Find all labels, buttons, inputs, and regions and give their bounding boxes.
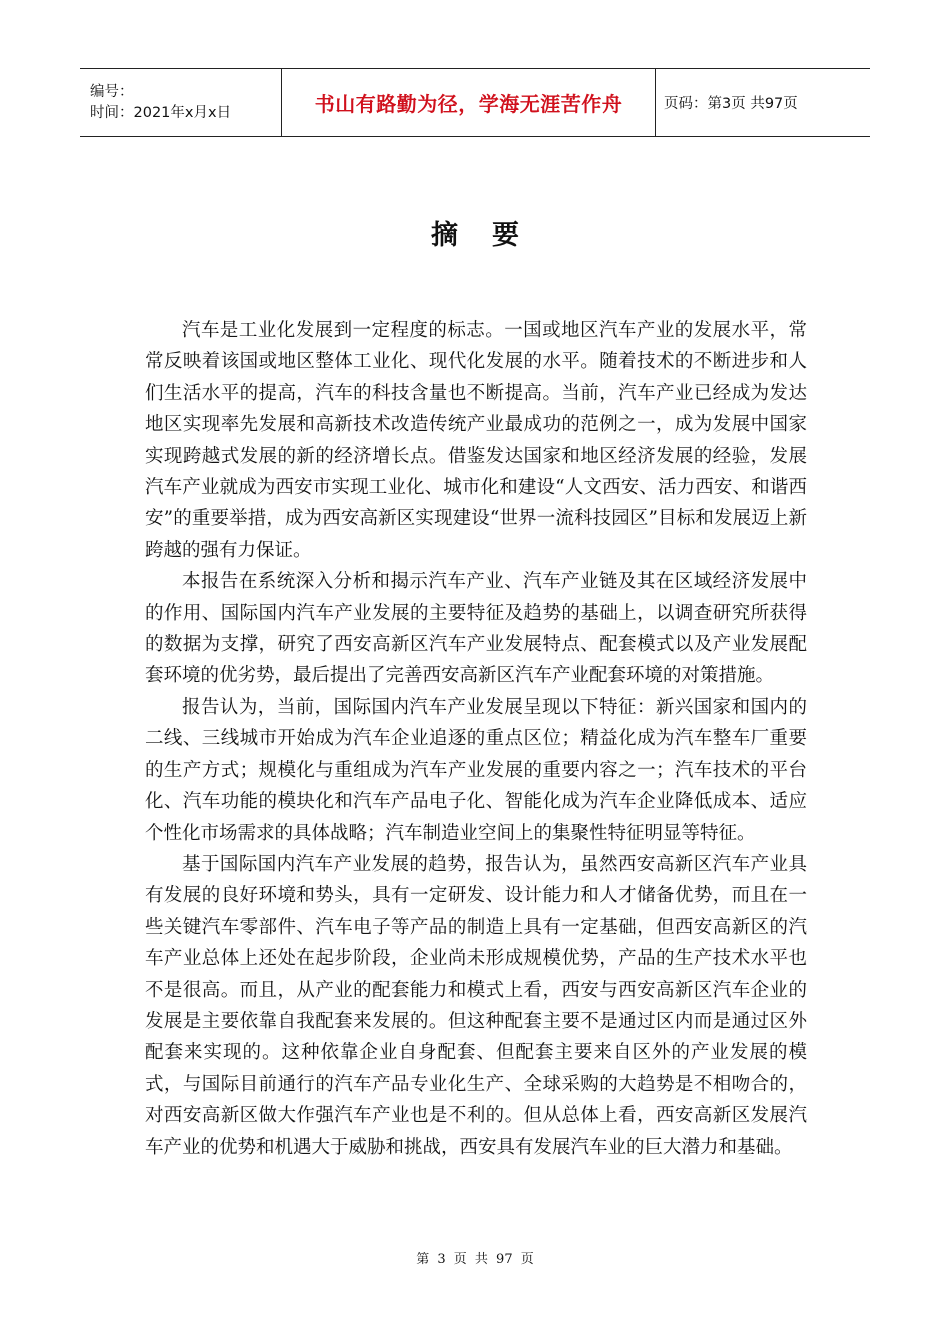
page-title: 摘要 — [431, 220, 553, 251]
header-motto: 书山有路勤为径，学海无涯苦作舟 — [282, 69, 656, 136]
paragraph-3: 报告认为，当前，国际国内汽车产业发展呈现以下特征：新兴国家和国内的二线、三线城市开始成为汽车企业追逐的重点区位；精益化成为汽车整车厂重要的生产方式；规模化与重组成为汽车产业发展的重要内容之一；汽车技术的平台化、汽车功能的模块化和汽车产品电子化、智能化成为汽车企业降低成本、适应个性化市场需求的具体战略；汽车制造业空间上的集聚性特征明显等特征。 — [145, 696, 807, 844]
header-page-info: 页码：第3页 共97页 — [664, 96, 798, 112]
header-table — [80, 68, 870, 137]
document-time: 时间：2021年x月x日 — [90, 104, 232, 121]
paragraph-4: 基于国际国内汽车产业发展的趋势，报告认为，虽然西安高新区汽车产业具有发展的良好环境和势头，具有一定研发、设计能力和人才储备优势，而且在一些关键汽车零部件、汽车电子等产品的制造上具有一定基础，但西安高新区的汽车产业总体上还处在起步阶段，企业尚未形成规模优势，产品的生产技术水平也不是很高。而且，从产业的配套能力和模式上看，西安与西安高新区汽车企业的发展是主要依靠自我配套来发展的。但这种配套主要不是通过区内而是通过区外配套来实现的。这种依靠企业自身配套、但配套主要来自区外的产业发展的模式，与国际目前通行的汽车产品专业化生产、全球采购的大趋势是不相吻合的，对西安高新区做大作强汽车产业也是不利的。但从总体上看，西安高新区发展汽车产业的优势和机遇大于威胁和挑战，西安具有发展汽车业的巨大潜力和基础。 — [145, 853, 807, 1158]
page-footer: 第 3 页 共 97 页 — [416, 1252, 534, 1267]
document-code-label: 编号： — [90, 83, 134, 100]
abstract-body — [145, 315, 807, 1163]
header-meta-cell — [80, 69, 282, 136]
paragraph-1: 汽车是工业化发展到一定程度的标志。一国或地区汽车产业的发展水平，常常反映着该国或地区整体工业化、现代化发展的水平。随着技术的不断进步和人们生活水平的提高，汽车的科技含量也不断提高。当前，汽车产业已经成为发达地区实现率先发展和高新技术改造传统产业最成功的范例之一，成为发展中国家实现跨越式发展的新的经济增长点。借鉴发达国家和地区经济发展的经验，发展汽车产业就成为西安市实现工业化、城市化和建设“人文西安、活力西安、和谐西安”的重要举措，成为西安高新区实现建设“世界一流科技园区”目标和发展迈上新跨越的强有力保证。 — [145, 320, 807, 561]
paragraph-2: 本报告在系统深入分析和揭示汽车产业、汽车产业链及其在区域经济发展中的作用、国际国内汽车产业发展的主要特征及趋势的基础上，以调查研究所获得的数据为支撑，研究了西安高新区汽车产业发展特点、配套模式以及产业发展配套环境的优劣势，最后提出了完善西安高新区汽车产业配套环境的对策措施。 — [145, 571, 807, 687]
